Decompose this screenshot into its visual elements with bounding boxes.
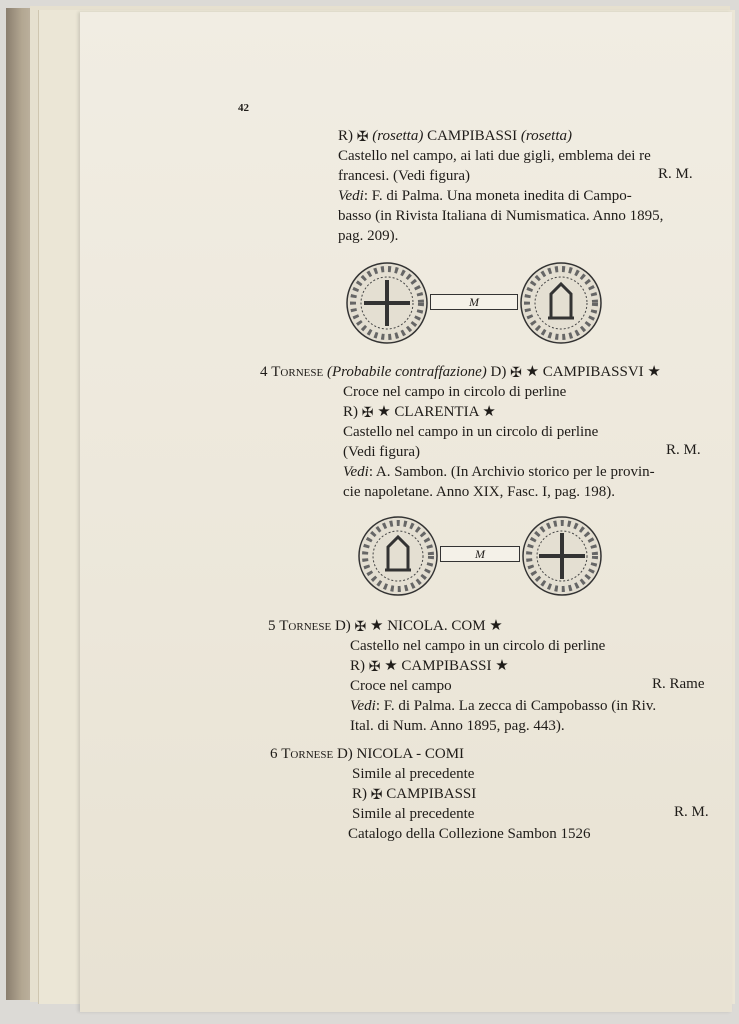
entry4-figure-note: (Vedi figura) [343, 444, 421, 460]
entry6-reverse-line: R) ✠ CAMPIBASSI [352, 784, 476, 805]
entry3-ref-line3: pag. 209). [338, 228, 399, 244]
coin-obverse-cross-icon [344, 260, 430, 346]
entry3-ref-line2: basso (in Rivista Italiana di Numismatica. Anno 1895, [338, 208, 664, 224]
cross-icon: ✠ [356, 130, 369, 145]
scale-bar-label-2: M [440, 546, 520, 562]
cross-icon: ✠ [510, 366, 522, 381]
entry6-obverse-desc: Simile al precedente [352, 766, 475, 782]
coin-reverse-castle-icon [518, 260, 604, 346]
entry5-obverse-desc: Castello nel campo in un circolo di perline [350, 638, 606, 654]
entry4-rarity: R. M. [666, 442, 701, 458]
entry5-rarity: R. Rame [652, 676, 705, 692]
entry5-header: 5 Tornese D) ✠ ★ NICOLA. COM ★ [268, 616, 503, 637]
cross-icon: ✠ [370, 788, 383, 803]
entry4-reverse-line: R) ✠ ★ CLARENTIA ★ [343, 402, 496, 423]
entry4-ref-line2: cie napoletane. Anno XIX, Fasc. I, pag. 198). [343, 484, 616, 500]
entry4-reverse-desc: Castello nel campo in un circolo di perline [343, 424, 599, 440]
entry6-catalog: Catalogo della Collezione Sambon 1526 [348, 826, 591, 842]
entry5-reverse-line: R) ✠ ★ CAMPIBASSI ★ [350, 656, 509, 677]
entry6-header: 6 Tornese D) NICOLA - COMI [270, 746, 465, 762]
entry4-ref-line1: Vedi: A. Sambon. (In Archivio storico per le provin- [343, 464, 655, 480]
entry4-obverse-desc: Croce nel campo in circolo di perline [343, 384, 567, 400]
coin-reverse-cross-icon [520, 514, 604, 598]
entry6-rarity: R. M. [674, 804, 709, 820]
entry3-ref-line1: Vedi: F. di Palma. Una moneta inedita di Campo- [338, 188, 632, 204]
entry5-ref-line2: Ital. di Num. Anno 1895, pag. 443). [350, 718, 565, 734]
scale-bar-label: M [430, 294, 518, 310]
entry5-reverse-desc: Croce nel campo [350, 678, 452, 694]
entry6-reverse-desc: Simile al precedente [352, 806, 475, 822]
entry5-ref-line1: Vedi: F. di Palma. La zecca di Campobasso (in Riv. [350, 698, 657, 714]
entry3-desc-line2: francesi. (Vedi figura) [338, 168, 471, 184]
book-page [80, 12, 732, 1012]
entry3-desc-line1: Castello nel campo, ai lati due gigli, emblema dei re [338, 148, 651, 164]
entry4-header: 4 Tornese (Probabile contraffazione) D) ✠ ★ CAMPIBASSVI ★ [260, 362, 661, 383]
coin-obverse-castle-icon [356, 514, 440, 598]
cross-icon: ✠ [354, 620, 367, 635]
entry3-reverse-line: R) ✠ (rosetta) CAMPIBASSI (rosetta) [338, 126, 572, 147]
cross-icon: ✠ [368, 660, 381, 675]
entry3-rarity: R. M. [658, 166, 693, 182]
page-number: 42 [238, 102, 249, 114]
cross-icon: ✠ [361, 406, 374, 421]
